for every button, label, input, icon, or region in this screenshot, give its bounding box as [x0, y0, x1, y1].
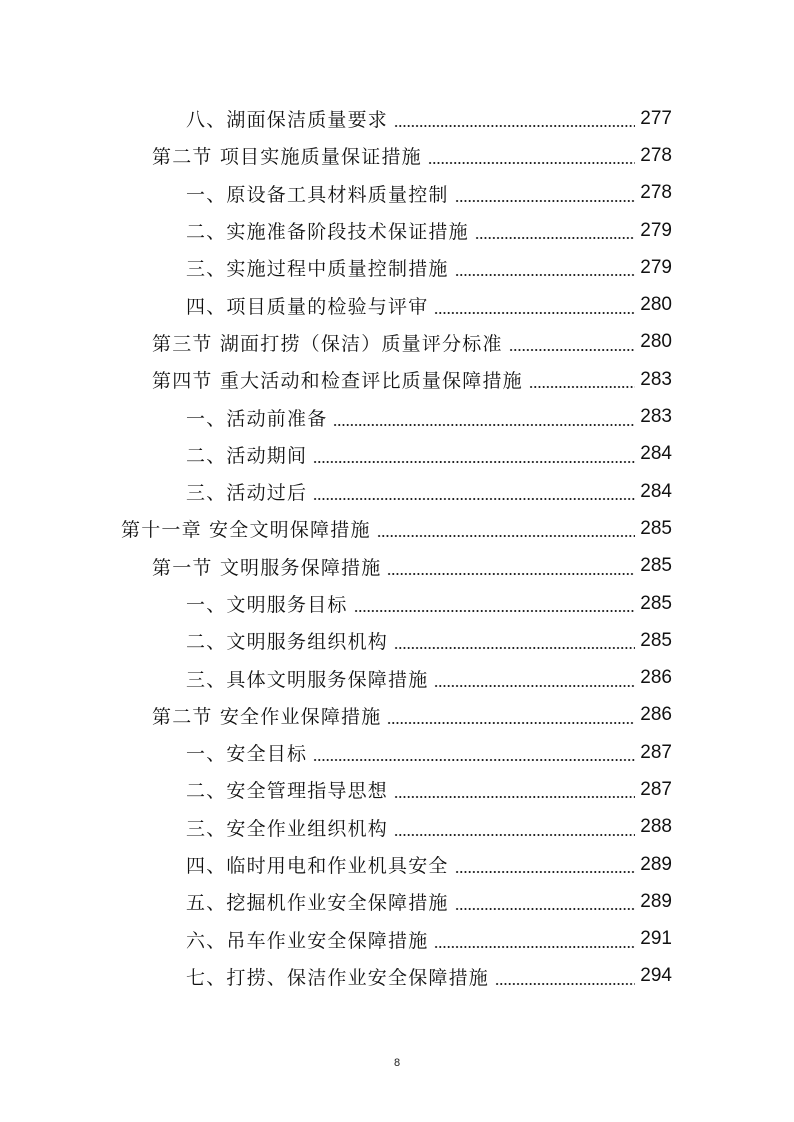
toc-entry[interactable] — [0, 883, 794, 920]
toc-entry-page: 289 — [640, 890, 672, 912]
toc-dot-leader — [434, 930, 635, 949]
toc-entry-title: 三、活动过后 — [186, 482, 308, 505]
toc-dot-leader — [387, 557, 635, 576]
toc-entry-title: 二、实施准备阶段技术保证措施 — [186, 221, 469, 244]
toc-dot-leader — [333, 408, 635, 427]
toc-entry-title: 一、文明服务目标 — [186, 594, 348, 616]
toc-entry-title: 第二节 安全作业保障措施 — [152, 705, 382, 728]
toc-entry[interactable] — [0, 398, 794, 435]
toc-dot-leader — [313, 445, 635, 464]
toc-entry-page: 277 — [640, 107, 672, 129]
toc-entry-title: 八、湖面保洁质量要求 — [186, 109, 389, 132]
toc-entry[interactable] — [0, 436, 794, 473]
toc-entry-page: 287 — [640, 741, 672, 763]
toc-entry-title: 一、活动前准备 — [186, 407, 328, 430]
toc-entry-title: 第三节 湖面打捞（保洁）质量评分标准 — [152, 332, 503, 355]
toc-dot-leader — [394, 631, 635, 650]
toc-entry[interactable] — [0, 548, 794, 585]
toc-dot-leader — [313, 482, 635, 501]
toc-entry[interactable] — [0, 585, 794, 622]
toc-entry-page: 285 — [640, 517, 672, 539]
toc-dot-leader — [455, 258, 635, 277]
toc-entry-page: 286 — [640, 704, 672, 726]
toc-entry[interactable] — [0, 324, 794, 361]
toc-entry[interactable] — [0, 137, 794, 174]
toc-entry-page: 284 — [640, 480, 672, 502]
toc-entry[interactable] — [0, 510, 794, 547]
toc-entry-title: 第十一章 安全文明保障措施 — [121, 519, 371, 542]
toc-entry-page: 278 — [640, 144, 672, 166]
toc-entry-page: 283 — [640, 368, 672, 390]
toc-dot-leader — [434, 296, 635, 315]
toc-dot-leader — [428, 146, 635, 165]
toc-entry[interactable] — [0, 771, 794, 808]
toc-entry-page: 279 — [640, 219, 672, 241]
toc-entry[interactable] — [0, 734, 794, 771]
toc-entry[interactable] — [0, 697, 794, 734]
toc-dot-leader — [529, 370, 635, 389]
toc-entry-page: 278 — [640, 182, 672, 204]
toc-entry-page: 289 — [640, 853, 672, 875]
toc-entry-title: 六、吊车作业安全保障措施 — [186, 929, 429, 952]
toc-dot-leader — [495, 967, 635, 986]
toc-entry[interactable] — [0, 286, 794, 323]
toc-dot-leader — [475, 221, 635, 240]
toc-entry-page: 280 — [640, 294, 672, 316]
toc-entry-page: 285 — [640, 592, 672, 614]
toc-entry[interactable] — [0, 846, 794, 883]
toc-entry-page: 294 — [640, 965, 672, 987]
toc-entry-page: 286 — [640, 667, 672, 689]
toc-dot-leader — [394, 780, 635, 799]
toc-dot-leader — [387, 706, 635, 725]
toc-dot-leader — [434, 669, 635, 688]
toc-entry-title: 三、安全作业组织机构 — [186, 817, 389, 840]
toc-dot-leader — [394, 109, 635, 128]
toc-dot-leader — [509, 333, 635, 352]
toc-entry[interactable] — [0, 212, 794, 249]
toc-entry[interactable] — [0, 100, 794, 137]
page-number: 8 — [393, 1057, 401, 1069]
toc-entry[interactable] — [0, 809, 794, 846]
toc-entry[interactable] — [0, 473, 794, 510]
toc-dot-leader — [354, 594, 635, 613]
toc-entry[interactable] — [0, 175, 794, 212]
toc-dot-leader — [313, 743, 635, 762]
toc-entry-title: 二、安全管理指导思想 — [186, 780, 389, 803]
toc-dot-leader — [455, 855, 635, 874]
toc-entry-page: 285 — [640, 555, 672, 577]
toc-entry-page: 285 — [640, 629, 672, 651]
toc-entry-page: 280 — [640, 331, 672, 353]
toc-entry-title: 三、实施过程中质量控制措施 — [186, 258, 449, 281]
toc-entry-page: 283 — [640, 406, 672, 428]
toc-entry[interactable] — [0, 921, 794, 958]
toc-entry-page: 287 — [640, 778, 672, 800]
toc-entry[interactable] — [0, 958, 794, 995]
toc-dot-leader — [455, 184, 635, 203]
toc-entry-title: 第四节 重大活动和检查评比质量保障措施 — [152, 370, 523, 393]
toc-entry-page: 279 — [640, 256, 672, 278]
table-of-contents — [0, 100, 794, 995]
toc-entry-title: 七、打捞、保洁作业安全保障措施 — [186, 966, 490, 989]
toc-entry[interactable] — [0, 622, 794, 659]
toc-entry-page: 291 — [640, 928, 672, 950]
toc-entry[interactable] — [0, 659, 794, 696]
toc-entry-title: 一、安全目标 — [186, 743, 308, 766]
toc-entry-title: 二、活动期间 — [186, 444, 308, 467]
toc-entry-title: 四、临时用电和作业机具安全 — [186, 855, 449, 878]
toc-entry-title: 二、文明服务组织机构 — [186, 631, 389, 654]
toc-entry[interactable] — [0, 361, 794, 398]
toc-dot-leader — [377, 519, 635, 538]
toc-entry[interactable] — [0, 249, 794, 286]
toc-entry-title: 第一节 文明服务保障措施 — [152, 556, 382, 579]
toc-entry-title: 三、具体文明服务保障措施 — [186, 668, 429, 691]
toc-entry-page: 284 — [640, 443, 672, 465]
toc-entry-title: 一、原设备工具材料质量控制 — [186, 183, 449, 206]
toc-dot-leader — [394, 818, 635, 837]
toc-entry-title: 五、挖掘机作业安全保障措施 — [186, 892, 449, 915]
toc-dot-leader — [455, 892, 635, 911]
toc-entry-title: 第二节 项目实施质量保证措施 — [152, 146, 422, 169]
toc-entry-title: 四、项目质量的检验与评审 — [186, 295, 429, 318]
toc-entry-page: 288 — [640, 816, 672, 838]
